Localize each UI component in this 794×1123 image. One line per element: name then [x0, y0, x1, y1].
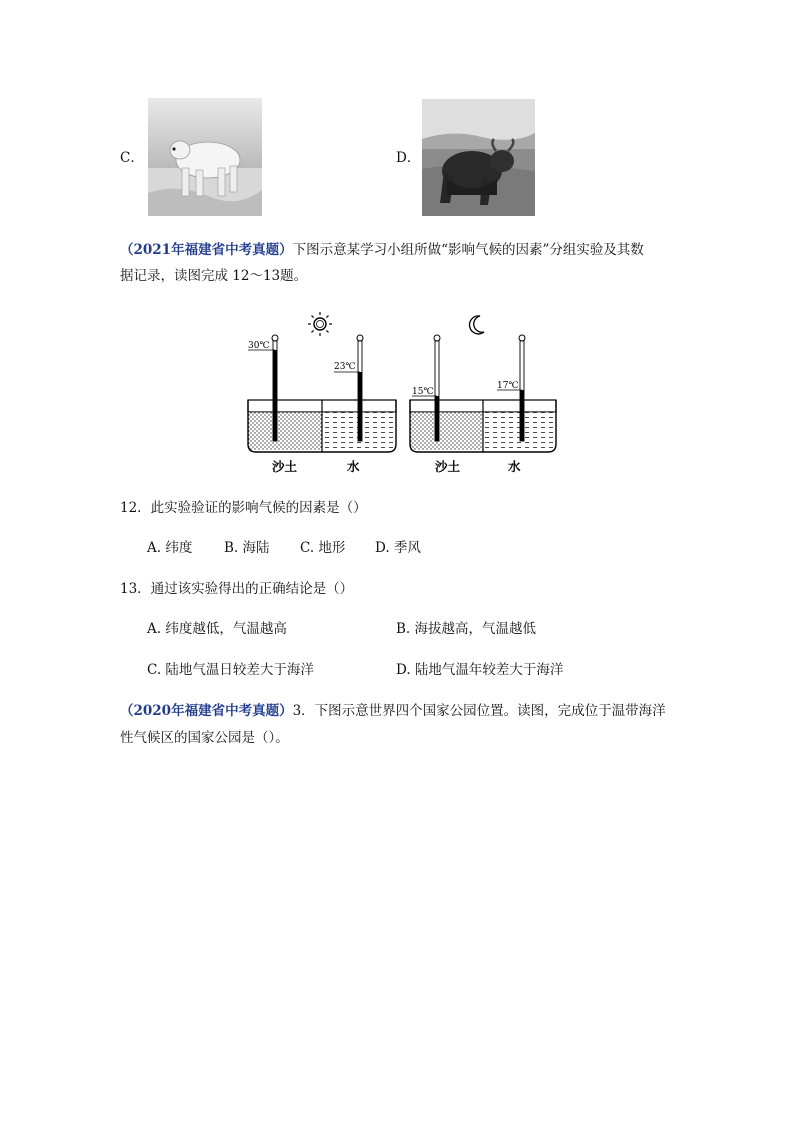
- stem-line-2: 据记录，读图完成 12～13题。: [120, 268, 308, 284]
- day-sand-label: 沙土: [272, 459, 298, 474]
- sun-icon: [308, 312, 332, 336]
- night-water-label: 水: [508, 459, 521, 474]
- q12-stem: 12．此实验验证的影响气候的因素是（）: [120, 500, 367, 516]
- q13-option-d[interactable]: D. 陆地气温年较差大于海洋: [396, 662, 564, 678]
- stem-line-1: 下图示意某学习小组所做“影响气候的因素”分组实验及其数: [292, 242, 644, 258]
- yak-image: [422, 99, 535, 216]
- q12-option-a[interactable]: A. 纬度: [147, 540, 193, 556]
- stem-2020-line-2: 性气候区的国家公园是（）。: [120, 730, 289, 746]
- q12-option-c[interactable]: C. 地形: [300, 540, 346, 556]
- q13-option-b[interactable]: B. 海拔越高，气温越低: [396, 621, 537, 637]
- day-water-temp: 23℃: [334, 362, 356, 372]
- source-tag-2021: （2021年福建省中考真题）: [120, 242, 293, 258]
- option-c-label: C．: [120, 150, 144, 166]
- polar-bear-image: [148, 98, 262, 216]
- q12-option-d[interactable]: D. 季风: [375, 540, 421, 556]
- day-sand-temp: 30℃: [248, 341, 270, 351]
- q13-stem: 13．通过该实验得出的正确结论是（）: [120, 581, 354, 597]
- yak-photo: [422, 99, 535, 216]
- day-water-label: 水: [347, 459, 360, 474]
- source-tag-2020: （2020年福建省中考真题）: [120, 703, 293, 719]
- night-sand-label: 沙土: [435, 459, 461, 474]
- question-stem-2021: [120, 240, 644, 260]
- option-d-label: D．: [396, 150, 421, 166]
- q13-option-c[interactable]: C. 陆地气温日较差大于海洋: [147, 662, 314, 678]
- q13-option-a[interactable]: A. 纬度越低，气温越高: [147, 621, 287, 637]
- moon-icon: [470, 316, 484, 334]
- day-container: [248, 335, 396, 452]
- experiment-diagram: [244, 310, 560, 478]
- night-water-temp: 17℃: [497, 381, 519, 391]
- night-sand-temp: 15℃: [412, 387, 434, 397]
- question-stem-2020: [120, 701, 666, 721]
- q12-option-b[interactable]: B. 海陆: [224, 540, 270, 556]
- stem-2020-line-1: 3．下图示意世界四个国家公园位置。读图，完成位于温带海洋: [292, 703, 666, 719]
- polar-bear-photo: [148, 98, 262, 216]
